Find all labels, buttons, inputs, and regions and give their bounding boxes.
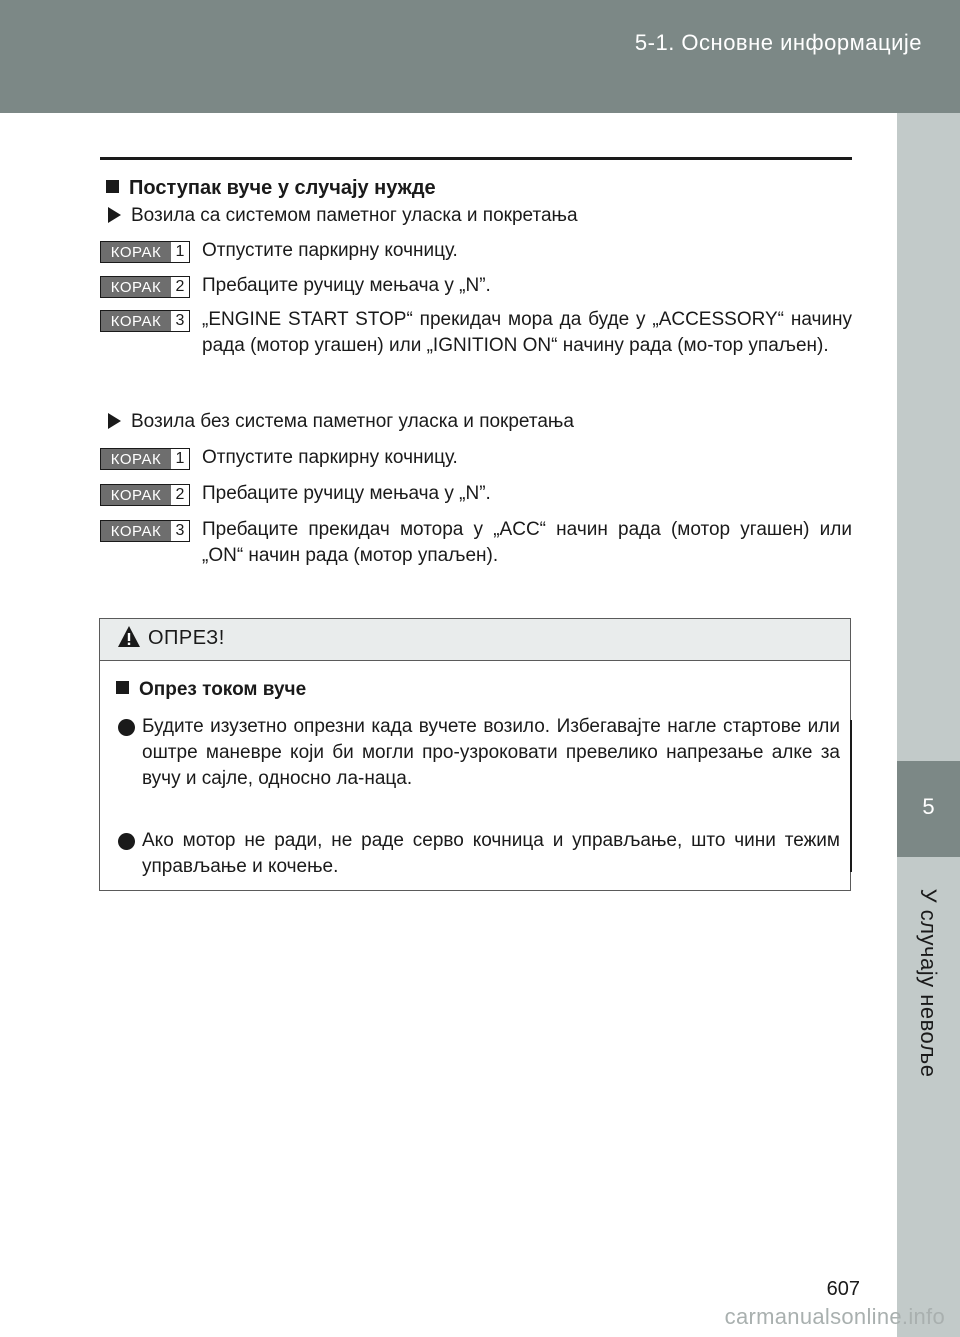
round-bullet-icon: [118, 833, 135, 850]
step-badge-label: КОРАК: [101, 449, 171, 469]
step-badge: [100, 448, 190, 470]
step-badge: [100, 276, 190, 298]
step-badge-number: 1: [171, 449, 189, 469]
step-badge: [100, 241, 190, 263]
step-badge-number: 1: [171, 242, 189, 262]
caution-heading-text: Опрез током вуче: [139, 679, 307, 700]
caution-item-text: Ако мотор не ради, не раде серво кочница и управљање, што чини тежим управљање и кочење.: [142, 830, 840, 877]
step-badge-number: 2: [171, 277, 189, 297]
chapter-number-box: [897, 761, 960, 857]
triangle-bullet-icon: [108, 413, 121, 429]
step-text: „ENGINE START STOP“ прекидач мора да буде у „ACCESSORY“ начину рада (мотор угашен) или „IGNITION ON“ начину рада (мо-тор упаљен).: [202, 309, 852, 356]
step-badge: [100, 310, 190, 332]
step-badge-label: КОРАК: [101, 311, 171, 331]
subheading-smart-entry: [108, 205, 578, 227]
caution-title: ОПРЕЗ!: [148, 627, 225, 649]
page-number: 607: [826, 1278, 860, 1300]
warning-triangle-icon: [117, 625, 141, 654]
chapter-side-label: У случају невоље: [916, 888, 941, 1078]
step-badge-label: КОРАК: [101, 521, 171, 541]
section-heading: [100, 177, 436, 200]
chapter-number: 5: [922, 794, 935, 819]
step-text: Пребаците ручицу мењача у „N”.: [202, 275, 491, 296]
step-text: Отпустите паркирну кочницу.: [202, 240, 458, 261]
square-bullet-icon: [106, 180, 119, 193]
chapter-side-tab: [897, 113, 960, 1337]
subheading-text: Возила са системом паметног уласка и покретања: [131, 205, 578, 226]
caution-edge-line: [850, 720, 852, 872]
caution-heading: [110, 679, 306, 701]
step-badge-number: 3: [171, 311, 189, 331]
step-badge-label: КОРАК: [101, 242, 171, 262]
step-text: Пребаците ручицу мењача у „N”.: [202, 483, 491, 504]
triangle-bullet-icon: [108, 207, 121, 223]
caution-header: [100, 619, 850, 661]
step-badge-label: КОРАК: [101, 277, 171, 297]
square-bullet-icon: [116, 681, 129, 694]
step-badge-label: КОРАК: [101, 485, 171, 505]
section-divider: [100, 157, 852, 160]
subheading-text: Возила без система паметног уласка и покретања: [131, 411, 574, 432]
subheading-no-smart-entry: [108, 411, 574, 433]
step-text: Отпустите паркирну кочницу.: [202, 447, 458, 468]
caution-item-text: Будите изузетно опрезни када вучете возило. Избегавајте нагле стартове или оштре маневре који би могли про-узроковати превелико напрезање алке за вучу и сајле, односно ла-наца.: [142, 716, 840, 789]
round-bullet-icon: [118, 719, 135, 736]
step-badge-number: 2: [171, 485, 189, 505]
section-heading-text: Поступак вуче у случају нужде: [129, 177, 436, 199]
chapter-title: 5-1. Основне информације: [634, 30, 922, 55]
watermark: carmanualsonline.info: [724, 1304, 945, 1329]
step-badge: [100, 520, 190, 542]
step-badge-number: 3: [171, 521, 189, 541]
page-header: [0, 0, 960, 113]
step-badge: [100, 484, 190, 506]
step-text: Пребаците прекидач мотора у „ACC“ начин рада (мотор угашен) или „ON“ начин рада (мотор упаљен).: [202, 519, 852, 566]
caution-box: [99, 618, 851, 891]
